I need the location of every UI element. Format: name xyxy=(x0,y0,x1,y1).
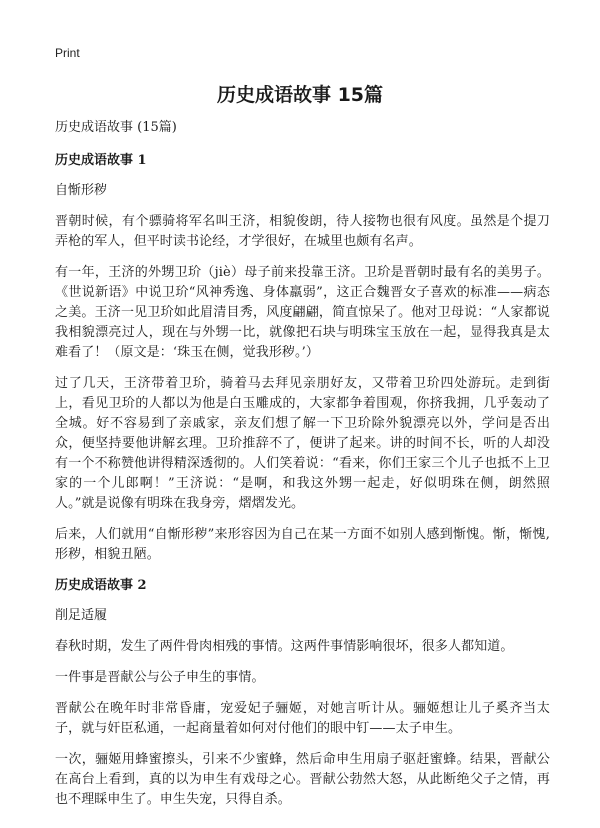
paragraph: 一次，骊姬用蜂蜜擦头，引来不少蜜蜂，然后命申生用扇子驱赶蜜蜂。结果，晋献公在高台上看到，真的以为申生有戏母之心。晋献公勃然大怒，从此断绝父子之情，再也不理睬申生了。申生失宠，只得自杀。 xyxy=(55,752,550,807)
story-section-2 xyxy=(55,576,550,810)
section-heading: 历史成语故事 1 xyxy=(55,153,147,168)
paragraph: 晋朝时候，有个骠骑将军名叫王济，相貌俊朗，待人接物也很有风度。虽然是个提刀弄枪的军人，但平时读书论经，才学很好，在城里也颇有名声。 xyxy=(55,214,550,249)
paragraph: 晋献公在晚年时非常昏庸，宠爱妃子骊姬，对她言听计从。骊姬想让儿子奚齐当太子，就与奸臣私通，一起商量着如何对付他们的眼中钉——太子申生。 xyxy=(55,701,550,736)
paragraph: 后来，人们就用“自惭形秽”来形容因为自己在某一方面不如别人感到惭愧。惭，惭愧,形秽，相貌丑陋。 xyxy=(55,527,550,562)
paragraph: 春秋时期，发生了两件骨肉相残的事情。这两件事情影响很坏，很多人都知道。 xyxy=(55,639,514,654)
story-section-1 xyxy=(55,151,550,565)
document-subtitle: 历史成语故事 (15篇) xyxy=(55,120,177,135)
document-title: 历史成语故事 15篇 xyxy=(216,84,384,106)
idiom-title: 削足适履 xyxy=(55,608,108,623)
paragraph: 一件事是晋献公与公子申生的事情。 xyxy=(55,670,265,685)
idiom-title: 自惭形秽 xyxy=(55,183,108,198)
document-body xyxy=(55,118,550,821)
paragraph: 过了几天，王济带着卫玠，骑着马去拜见亲朋好友，又带着卫玠四处游玩。走到街上，看见卫玠的人都以为他是白玉雕成的，大家都争着围观，你挤我拥，几乎轰动了全城。好不容易到了亲戚家，亲友们想了解一下卫玠除外貌漂亮以外，学问是否出众，便坚持要他讲解玄理。卫玠推辞不了，便讲了起来。讲的时间不长，听的人却没有一个不称赞他讲得精深透彻的。人们笑着说：“看来，你们王家三个儿子也抵不上卫家的一个儿郎啊！”王济说：“是啊，和我这外甥一起走，好似明珠在侧，朗然照人。”就是说像有明珠在我身旁，熠熠发光。 xyxy=(55,376,550,511)
paragraph: 有一年，王济的外甥卫玠（jiè）母子前来投靠王济。卫玠是晋朝时最有名的美男子。《世说新语》中说卫玠“风神秀逸、身体羸弱”，这正合魏晋女子喜欢的标准——病态之美。王济一见卫玠如此眉清目秀，风度翩翩，简直惊呆了。他对卫母说：“人家都说我相貌漂亮过人，现在与外甥一比，就像把石块与明珠宝玉放在一起，显得我真是太难看了！（原文是：‘珠玉在侧，觉我形秽。’） xyxy=(55,265,550,360)
print-label: Print xyxy=(55,46,80,60)
section-heading: 历史成语故事 2 xyxy=(55,578,147,593)
